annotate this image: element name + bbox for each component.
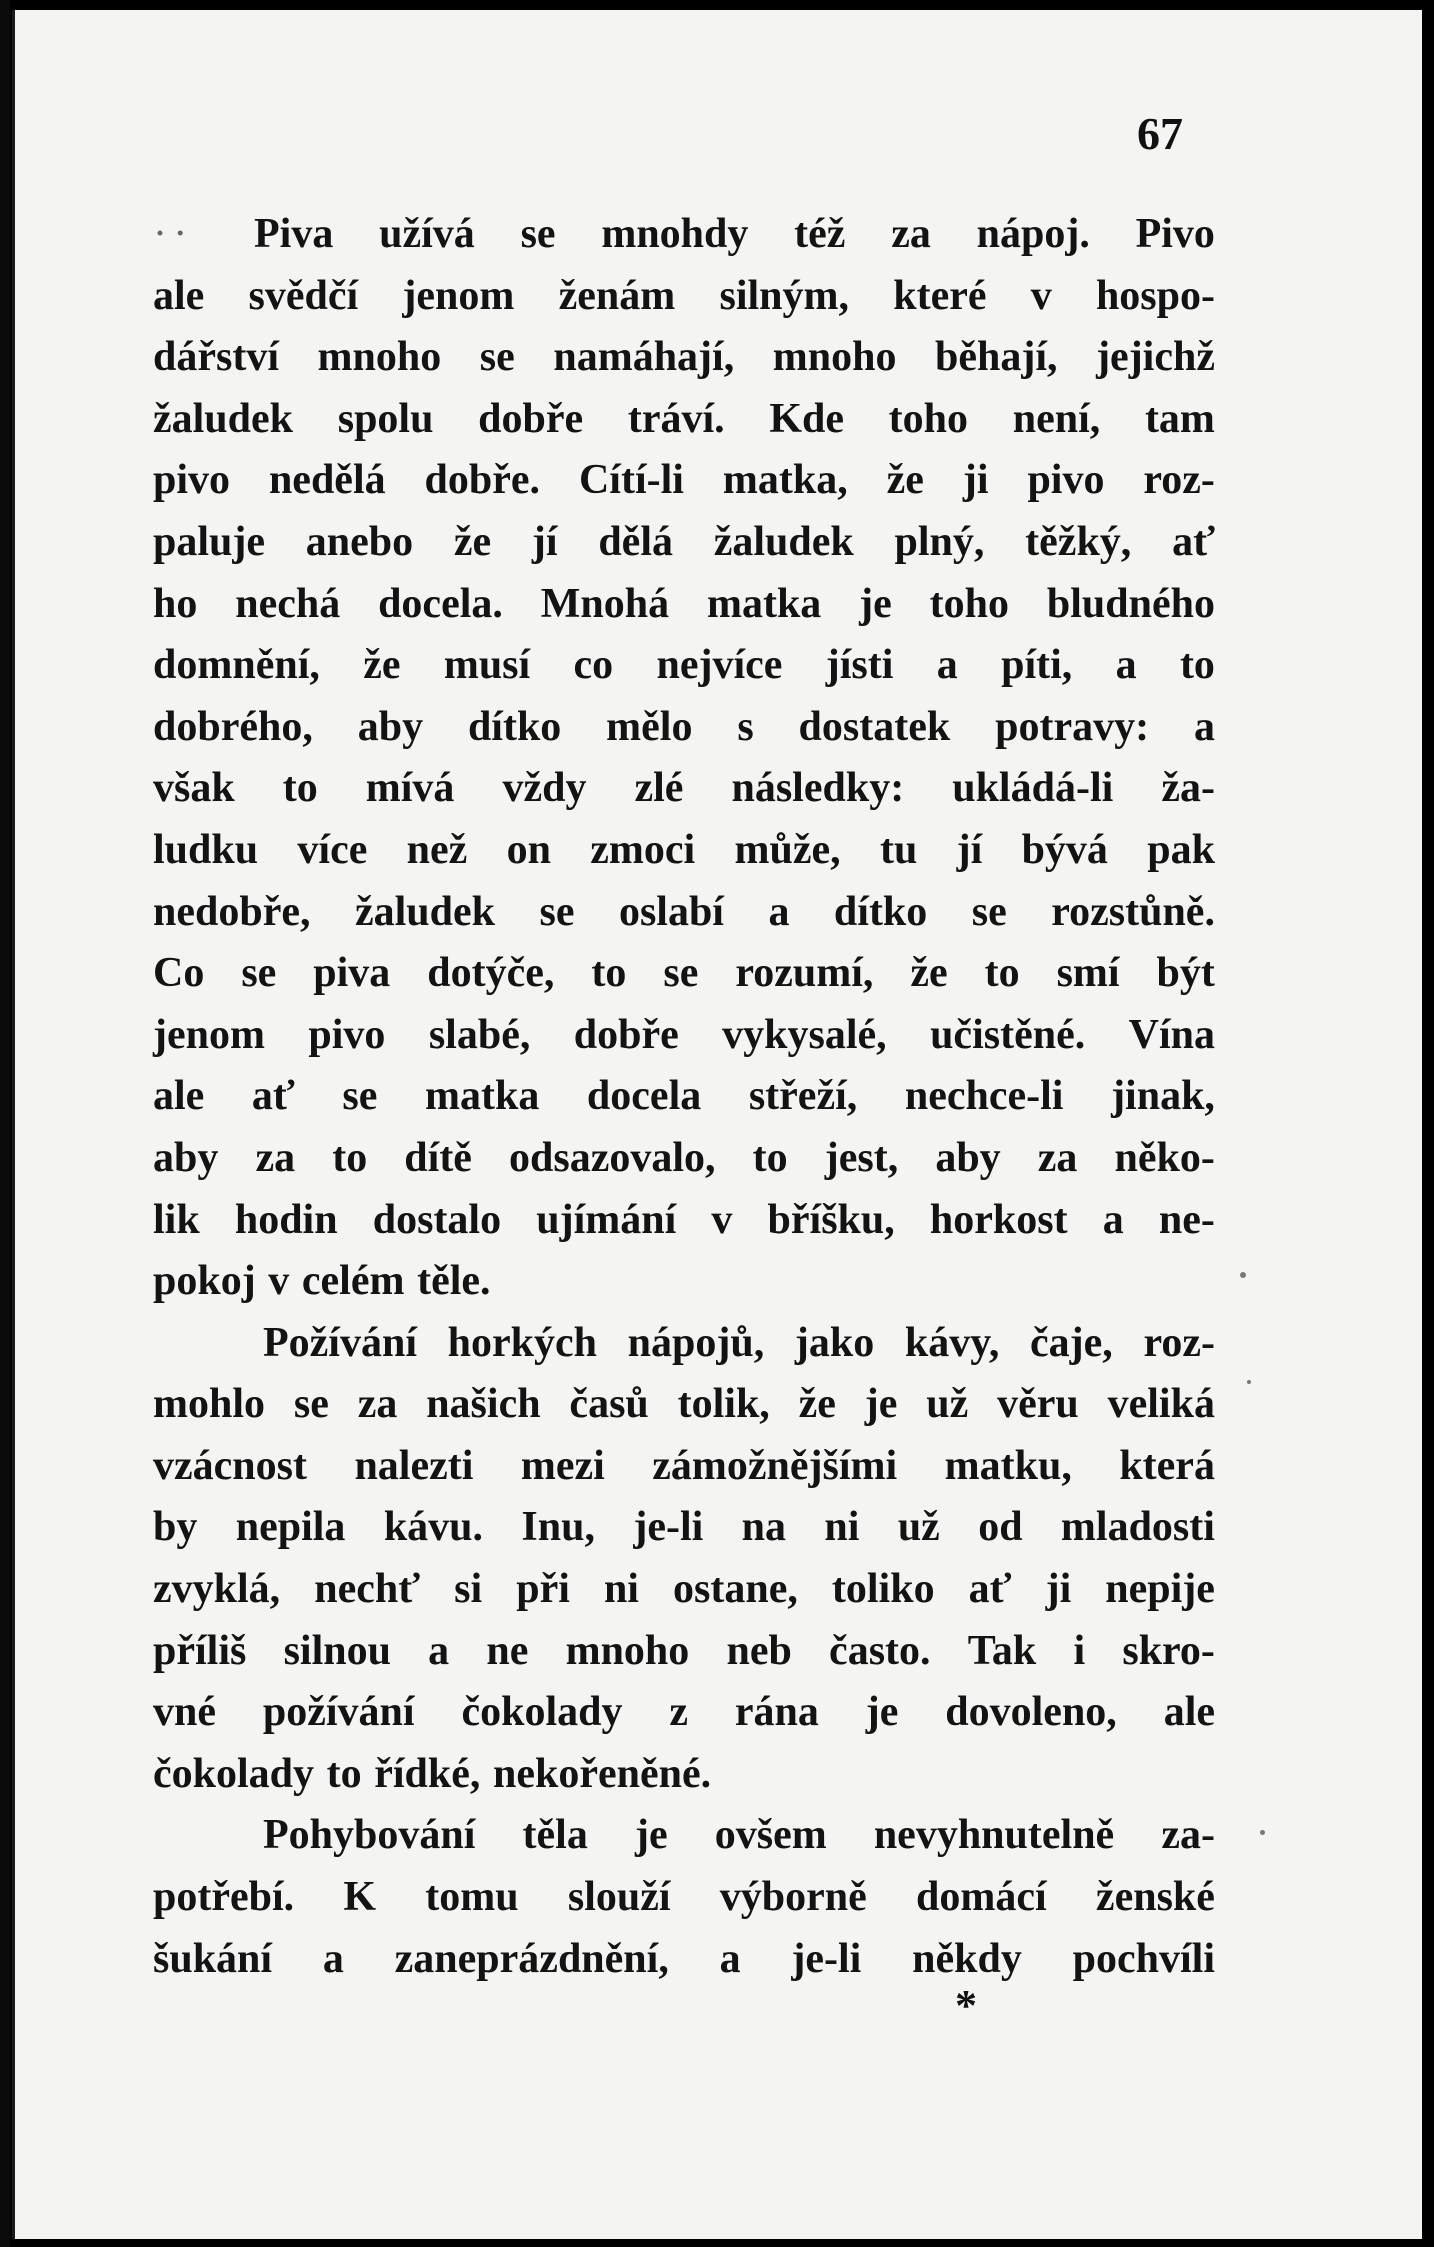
book-spine-shadow (0, 0, 10, 2247)
text-line: nedobře, žaludek se oslabí a dítko se rozstůně. (153, 888, 1215, 935)
paper-speck (1260, 1830, 1265, 1835)
paper-speck (1240, 1272, 1246, 1278)
body-text (153, 204, 1215, 1990)
text-line: ho nechá docela. Mnohá matka je toho bludného (153, 580, 1215, 627)
text-line: Pohybování těla je ovšem nevyhnutelně za- (263, 1812, 1215, 1859)
text-line: ·· Piva užívá se mnohdy též za nápoj. Pivo (153, 211, 1215, 257)
text-line: pokoj v celém těle. (153, 1258, 491, 1305)
text-line: vzácnost nalezti mezi zámožnějšími matku, která (153, 1442, 1215, 1489)
text-line: čokolady to řídké, nekořeněné. (153, 1750, 712, 1797)
text-line: vné požívání čokolady z rána je dovoleno, ale (153, 1689, 1215, 1736)
book-page (12, 10, 1422, 2239)
text-line: příliš silnou a ne mnoho neb často. Tak i skro- (153, 1627, 1215, 1674)
text-line: Požívání horkých nápojů, jako kávy, čaje, roz- (263, 1319, 1215, 1366)
text-line: aby za to dítě odsazovalo, to jest, aby za něko- (153, 1134, 1215, 1181)
text-line: ale ať se matka docela střeží, nechce-li jinak, (153, 1073, 1215, 1120)
text-line: dobrého, aby dítko mělo s dostatek potravy: a (153, 703, 1215, 750)
text-line: lik hodin dostalo ujímání v bříšku, horkost a ne- (153, 1196, 1215, 1243)
text-line: však to mívá vždy zlé následky: ukládá-li ža- (153, 765, 1215, 812)
text-line: domnění, že musí co nejvíce jísti a píti, a to (153, 642, 1215, 689)
text-line: pivo nedělá dobře. Cítí-li matka, že ji pivo roz- (153, 457, 1215, 504)
text-line: jenom pivo slabé, dobře vykysalé, učistěné. Vína (153, 1011, 1215, 1058)
page-number: 67 (1137, 108, 1183, 159)
text-line: dářství mnoho se namáhají, mnoho běhají, jejichž (153, 334, 1215, 381)
text-line: zvyklá, nechť si při ni ostane, toliko ať ji nepije (153, 1566, 1215, 1613)
text-line: by nepila kávu. Inu, je-li na ni už od mladosti (153, 1504, 1215, 1551)
text-line: Co se piva dotýče, to se rozumí, že to smí být (153, 950, 1215, 997)
text-line: šukání a zaneprázdnění, a je-li někdy pochvíli (153, 1935, 1215, 1982)
text-line: ale svědčí jenom ženám silným, které v hospo- (153, 272, 1215, 319)
signature-mark: * (955, 1981, 977, 2030)
text-line: žaludek spolu dobře tráví. Kde toho není, tam (153, 395, 1215, 442)
text-line: ludku více než on zmoci může, tu jí bývá pak (153, 826, 1215, 873)
paper-speck (1247, 1380, 1251, 1384)
text-line: paluje anebo že jí dělá žaludek plný, těžký, ať (153, 518, 1215, 565)
text-line: mohlo se za našich časů tolik, že je už věru veliká (153, 1381, 1215, 1428)
text-line: potřebí. K tomu slouží výborně domácí ženské (153, 1874, 1215, 1921)
